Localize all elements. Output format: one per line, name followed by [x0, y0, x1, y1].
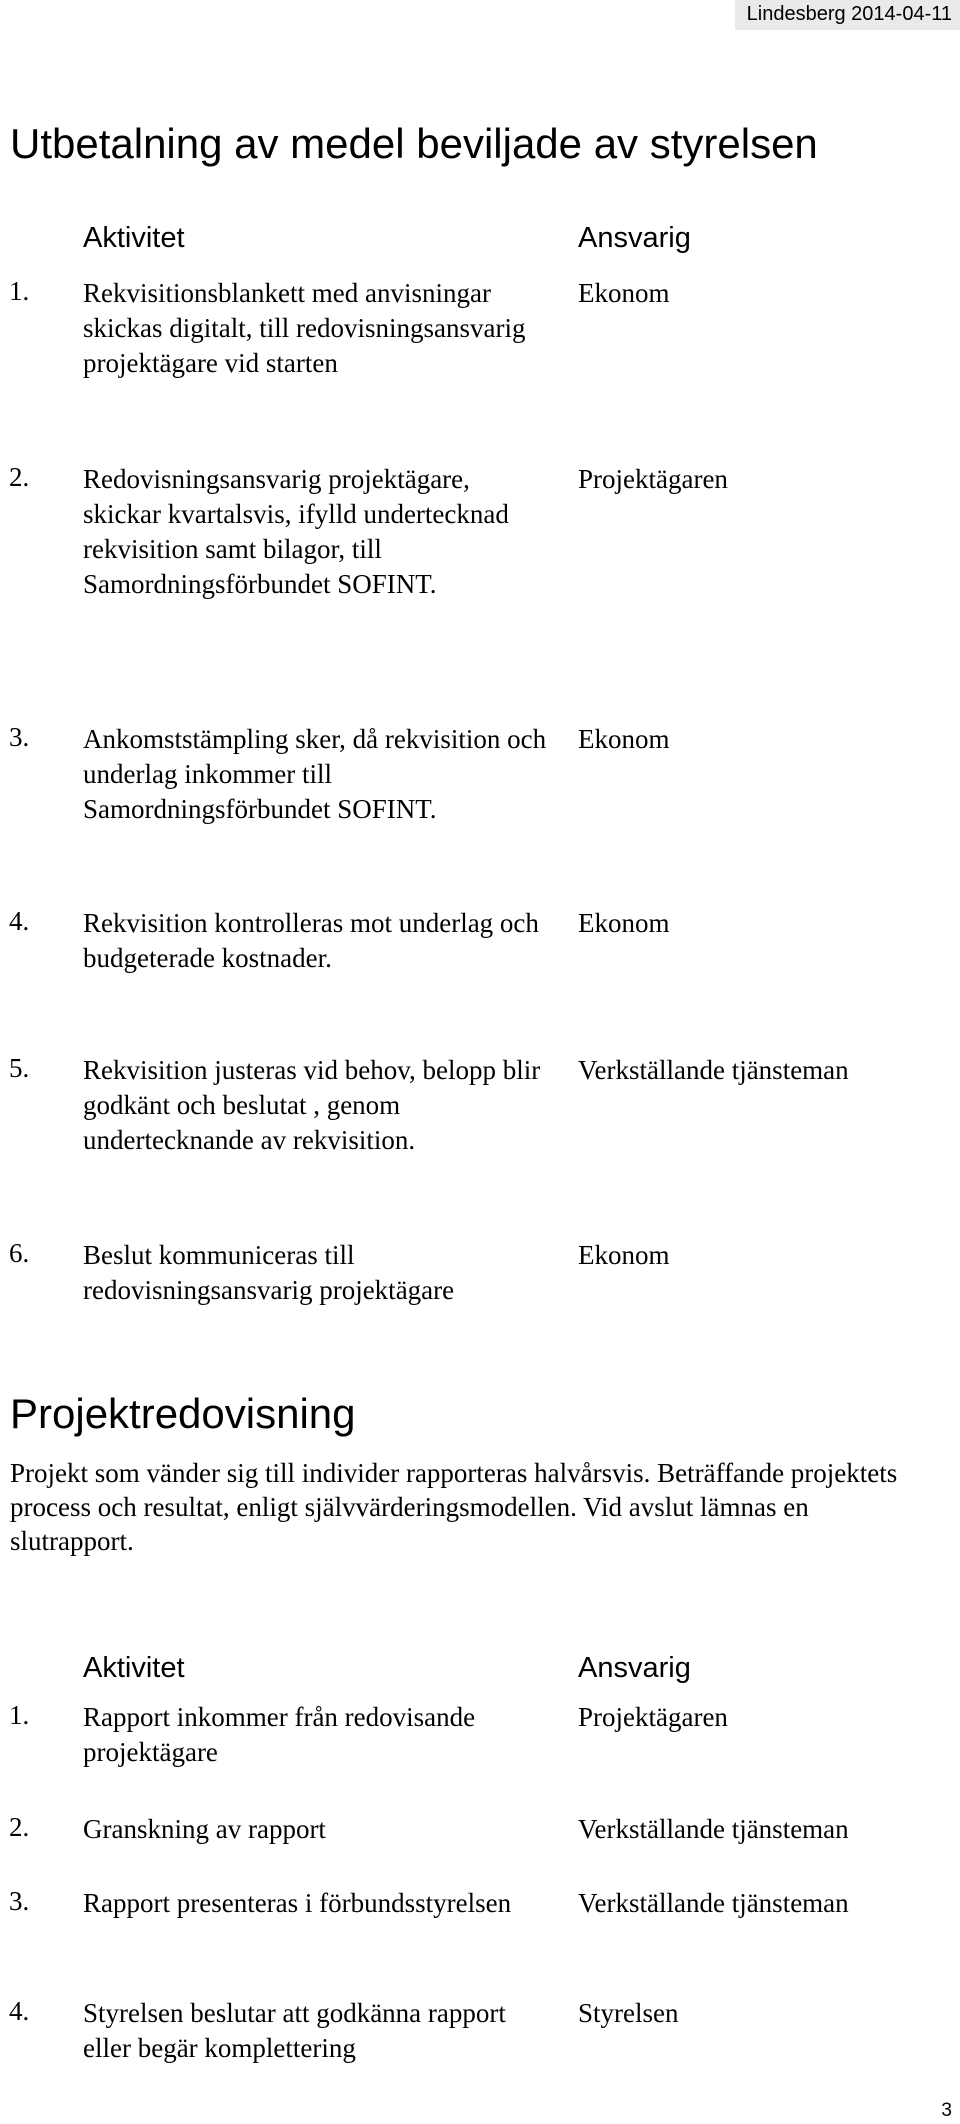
row-activity: Ankomststämpling sker, då rekvisition och underlag inkommer till Samordningsförbundet SOFINT. — [83, 724, 547, 824]
row-number: 2. — [9, 1812, 30, 1842]
row-number: 1. — [9, 276, 30, 306]
header-date: Lindesberg 2014-04-11 — [735, 0, 960, 30]
column-header-activity: Aktivitet — [83, 222, 185, 254]
row-responsible: Verkställande tjänsteman — [578, 1814, 849, 1844]
row-number: 6. — [9, 1238, 30, 1268]
row-responsible: Projektägaren — [578, 464, 728, 494]
column-header-activity: Aktivitet — [83, 1652, 185, 1684]
row-activity: Rekvisition justeras vid behov, belopp blir godkänt och beslutat , genom undertecknande av rekvisition. — [83, 1055, 541, 1155]
row-responsible: Verkställande tjänsteman — [578, 1888, 849, 1918]
row-number: 1. — [9, 1700, 30, 1730]
row-activity: Styrelsen beslutar att godkänna rapport eller begär komplettering — [83, 1998, 506, 2063]
column-header-responsible: Ansvarig — [578, 1652, 691, 1684]
column-header-responsible: Ansvarig — [578, 222, 691, 254]
row-activity: Rekvisition kontrolleras mot underlag och budgeterade kostnader. — [83, 908, 539, 973]
row-number: 4. — [9, 1996, 30, 2026]
row-activity: Beslut kommuniceras till redovisningsansvarig projektägare — [83, 1240, 455, 1305]
row-responsible: Projektägaren — [578, 1702, 728, 1732]
section-title-payment: Utbetalning av medel beviljade av styrelsen — [10, 120, 818, 167]
section-title-project-report: Projektredovisning — [10, 1390, 356, 1437]
row-responsible: Verkställande tjänsteman — [578, 1055, 849, 1085]
project-report-paragraph: Projekt som vänder sig till individer rapporteras halvårsvis. Beträffande projektets process och resultat, enligt självvärderingsmodellen. Vid avslut lämnas en slutrapport. — [10, 1458, 898, 1556]
row-activity: Granskning av rapport — [83, 1814, 326, 1844]
row-activity: Rekvisitionsblankett med anvisningar skickas digitalt, till redovisningsansvarig projektägare vid starten — [83, 278, 526, 378]
row-responsible: Ekonom — [578, 278, 670, 308]
row-responsible: Ekonom — [578, 1240, 670, 1270]
row-responsible: Styrelsen — [578, 1998, 679, 2028]
row-activity: Rapport inkommer från redovisande projektägare — [83, 1702, 476, 1767]
row-number: 3. — [9, 1886, 30, 1916]
row-activity: Redovisningsansvarig projektägare, skickar kvartalsvis, ifylld undertecknad rekvisition samt bilagor, till Samordningsförbundet SOFINT. — [83, 464, 509, 599]
row-responsible: Ekonom — [578, 724, 670, 754]
row-number: 2. — [9, 462, 30, 492]
row-number: 5. — [9, 1053, 30, 1083]
row-activity: Rapport presenteras i förbundsstyrelsen — [83, 1888, 512, 1918]
page-number: 3 — [941, 2100, 952, 2121]
row-responsible: Ekonom — [578, 908, 670, 938]
row-number: 4. — [9, 906, 30, 936]
row-number: 3. — [9, 722, 30, 752]
